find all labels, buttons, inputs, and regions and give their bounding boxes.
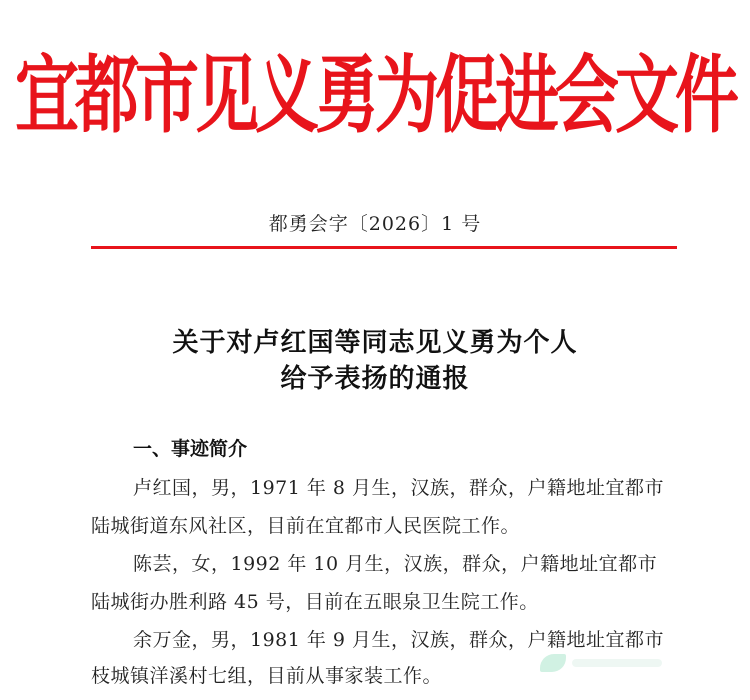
document-masthead: 宜都市见义勇为促进会文件: [15, 46, 735, 146]
paragraph-3-line-1: 余万金，男，1981 年 9 月生，汉族，群众，户籍地址宜都市: [133, 629, 665, 651]
section-heading: 一、事迹简介: [133, 438, 248, 460]
leaf-icon: [540, 654, 566, 672]
paragraph-2-line-2: 陆城街办胜利路 45 号，目前在五眼泉卫生院工作。: [91, 591, 539, 613]
watermark-logo: [540, 648, 690, 678]
paragraph-1-line-1: 卢红国，男，1971 年 8 月生，汉族，群众，户籍地址宜都市: [133, 477, 665, 499]
red-divider-line: [91, 246, 677, 249]
watermark-bar: [572, 659, 662, 667]
paragraph-1-line-2: 陆城街道东风社区，目前在宜都市人民医院工作。: [91, 515, 521, 537]
paragraph-3-line-2: 枝城镇洋溪村七组，目前从事家装工作。: [91, 665, 443, 687]
document-title-line-1: 关于对卢红国等同志见义勇为个人: [172, 328, 578, 358]
paragraph-2-line-1: 陈芸，女，1992 年 10 月生，汉族，群众，户籍地址宜都市: [133, 553, 658, 575]
document-number: 都勇会字〔2026〕1 号: [268, 213, 482, 235]
document-title-line-2: 给予表扬的通报: [280, 364, 470, 394]
